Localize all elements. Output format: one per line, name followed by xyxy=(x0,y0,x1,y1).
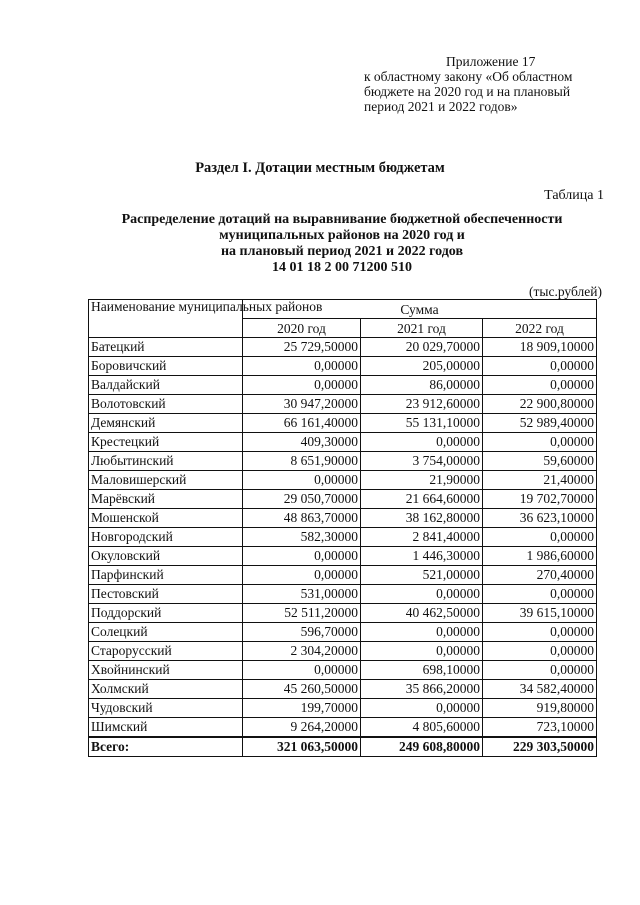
amount-2022: 0,00000 xyxy=(483,642,597,661)
amount-2020: 0,00000 xyxy=(243,566,361,585)
table-row xyxy=(89,509,597,528)
table-row xyxy=(89,471,597,490)
table-row xyxy=(89,623,597,642)
amount-2020: 52 511,20000 xyxy=(243,604,361,623)
appendix-note xyxy=(364,54,626,114)
appendix-line: бюджете на 2020 год и на плановый xyxy=(364,84,571,99)
amount-2021: 55 131,10000 xyxy=(361,414,483,433)
district-name: Боровичский xyxy=(89,357,243,376)
amount-2021: 4 805,60000 xyxy=(361,718,483,738)
table-body xyxy=(89,338,597,757)
total-2020: 321 063,50000 xyxy=(243,737,361,757)
amount-2021: 1 446,30000 xyxy=(361,547,483,566)
amount-2020: 30 947,20000 xyxy=(243,395,361,414)
amount-2021: 38 162,80000 xyxy=(361,509,483,528)
amount-2021: 21,90000 xyxy=(361,471,483,490)
table-row xyxy=(89,376,597,395)
amount-2020: 0,00000 xyxy=(243,547,361,566)
amount-2021: 23 912,60000 xyxy=(361,395,483,414)
district-name: Маловишерский xyxy=(89,471,243,490)
amount-2022: 0,00000 xyxy=(483,433,597,452)
table-row xyxy=(89,395,597,414)
amount-2021: 3 754,00000 xyxy=(361,452,483,471)
amount-2020: 25 729,50000 xyxy=(243,338,361,357)
district-name: Мошенской xyxy=(89,509,243,528)
amount-2021: 20 029,70000 xyxy=(361,338,483,357)
amount-2022: 0,00000 xyxy=(483,357,597,376)
amount-2022: 0,00000 xyxy=(483,585,597,604)
amount-2022: 21,40000 xyxy=(483,471,597,490)
amount-2022: 0,00000 xyxy=(483,528,597,547)
amount-2022: 0,00000 xyxy=(483,623,597,642)
district-name: Чудовский xyxy=(89,699,243,718)
table-label: Таблица 1 xyxy=(544,188,604,203)
district-name: Парфинский xyxy=(89,566,243,585)
table-row xyxy=(89,699,597,718)
total-2021: 249 608,80000 xyxy=(361,737,483,757)
amount-2021: 521,00000 xyxy=(361,566,483,585)
amount-2021: 40 462,50000 xyxy=(361,604,483,623)
amount-2020: 0,00000 xyxy=(243,661,361,680)
amount-2022: 52 989,40000 xyxy=(483,414,597,433)
amount-2022: 34 582,40000 xyxy=(483,680,597,699)
amount-2022: 18 909,10000 xyxy=(483,338,597,357)
district-name: Пестовский xyxy=(89,585,243,604)
table-row xyxy=(89,680,597,699)
header-name: Наименование муниципальных районов xyxy=(89,300,243,338)
table-row xyxy=(89,642,597,661)
amount-2021: 0,00000 xyxy=(361,623,483,642)
table-row xyxy=(89,452,597,471)
amount-2021: 0,00000 xyxy=(361,699,483,718)
amount-2020: 29 050,70000 xyxy=(243,490,361,509)
budget-code: 14 01 18 2 00 71200 510 xyxy=(272,260,412,275)
district-name: Батецкий xyxy=(89,338,243,357)
heading-line: на плановый период 2021 и 2022 годов xyxy=(220,244,464,259)
amount-2020: 531,00000 xyxy=(243,585,361,604)
table-row xyxy=(89,566,597,585)
amount-2021: 205,00000 xyxy=(361,357,483,376)
table-row xyxy=(89,547,597,566)
amount-2020: 199,70000 xyxy=(243,699,361,718)
amount-2022: 59,60000 xyxy=(483,452,597,471)
amount-2021: 86,00000 xyxy=(361,376,483,395)
table-heading xyxy=(86,212,598,276)
header-year: 2020 год xyxy=(243,319,361,338)
amount-2022: 270,40000 xyxy=(483,566,597,585)
district-name: Валдайский xyxy=(89,376,243,395)
appendix-line: к областному закону «Об областном xyxy=(364,69,573,84)
heading-line: Распределение дотаций на выравнивание бюджетной обеспеченности xyxy=(121,212,563,227)
amount-2021: 21 664,60000 xyxy=(361,490,483,509)
subsidy-table xyxy=(88,299,597,757)
amount-2022: 0,00000 xyxy=(483,661,597,680)
district-name: Новгородский xyxy=(89,528,243,547)
header-year: 2021 год xyxy=(361,319,483,338)
district-name: Солецкий xyxy=(89,623,243,642)
table-row xyxy=(89,357,597,376)
amount-2021: 0,00000 xyxy=(361,642,483,661)
amount-2022: 0,00000 xyxy=(483,376,597,395)
amount-2021: 0,00000 xyxy=(361,433,483,452)
appendix-number: Приложение 17 xyxy=(446,54,536,69)
district-name: Хвойнинский xyxy=(89,661,243,680)
amount-2022: 723,10000 xyxy=(483,718,597,738)
table-row xyxy=(89,661,597,680)
amount-2020: 45 260,50000 xyxy=(243,680,361,699)
table-row xyxy=(89,338,597,357)
amount-2020: 409,30000 xyxy=(243,433,361,452)
amount-2020: 582,30000 xyxy=(243,528,361,547)
district-name: Окуловский xyxy=(89,547,243,566)
table-row xyxy=(89,490,597,509)
district-name: Поддорский xyxy=(89,604,243,623)
amount-2020: 8 651,90000 xyxy=(243,452,361,471)
units-label: (тыс.рублей) xyxy=(529,284,602,299)
district-name: Волотовский xyxy=(89,395,243,414)
amount-2022: 1 986,60000 xyxy=(483,547,597,566)
table-row xyxy=(89,414,597,433)
district-name: Старорусский xyxy=(89,642,243,661)
amount-2021: 2 841,40000 xyxy=(361,528,483,547)
district-name: Крестецкий xyxy=(89,433,243,452)
total-label: Всего: xyxy=(89,737,243,757)
amount-2022: 19 702,70000 xyxy=(483,490,597,509)
amount-2021: 35 866,20000 xyxy=(361,680,483,699)
amount-2022: 919,80000 xyxy=(483,699,597,718)
amount-2022: 39 615,10000 xyxy=(483,604,597,623)
district-name: Марёвский xyxy=(89,490,243,509)
table-row xyxy=(89,718,597,738)
table-row xyxy=(89,433,597,452)
table-row xyxy=(89,604,597,623)
table-row xyxy=(89,528,597,547)
section-title: Раздел I. Дотации местным бюджетам xyxy=(195,160,445,176)
amount-2020: 9 264,20000 xyxy=(243,718,361,738)
district-name: Шимский xyxy=(89,718,243,738)
amount-2020: 0,00000 xyxy=(243,471,361,490)
district-name: Любытинский xyxy=(89,452,243,471)
appendix-line: период 2021 и 2022 годов» xyxy=(364,99,518,114)
amount-2021: 698,10000 xyxy=(361,661,483,680)
district-name: Холмский xyxy=(89,680,243,699)
district-name: Демянский xyxy=(89,414,243,433)
total-2022: 229 303,50000 xyxy=(483,737,597,757)
amount-2020: 0,00000 xyxy=(243,376,361,395)
amount-2020: 596,70000 xyxy=(243,623,361,642)
table-row xyxy=(89,585,597,604)
header-year: 2022 год xyxy=(483,319,597,338)
amount-2022: 36 623,10000 xyxy=(483,509,597,528)
amount-2022: 22 900,80000 xyxy=(483,395,597,414)
amount-2020: 2 304,20000 xyxy=(243,642,361,661)
amount-2020: 66 161,40000 xyxy=(243,414,361,433)
amount-2020: 48 863,70000 xyxy=(243,509,361,528)
total-row xyxy=(89,737,597,757)
amount-2020: 0,00000 xyxy=(243,357,361,376)
amount-2021: 0,00000 xyxy=(361,585,483,604)
header-sum: Сумма xyxy=(243,300,597,319)
heading-line: муниципальных районов на 2020 год и xyxy=(219,228,465,243)
